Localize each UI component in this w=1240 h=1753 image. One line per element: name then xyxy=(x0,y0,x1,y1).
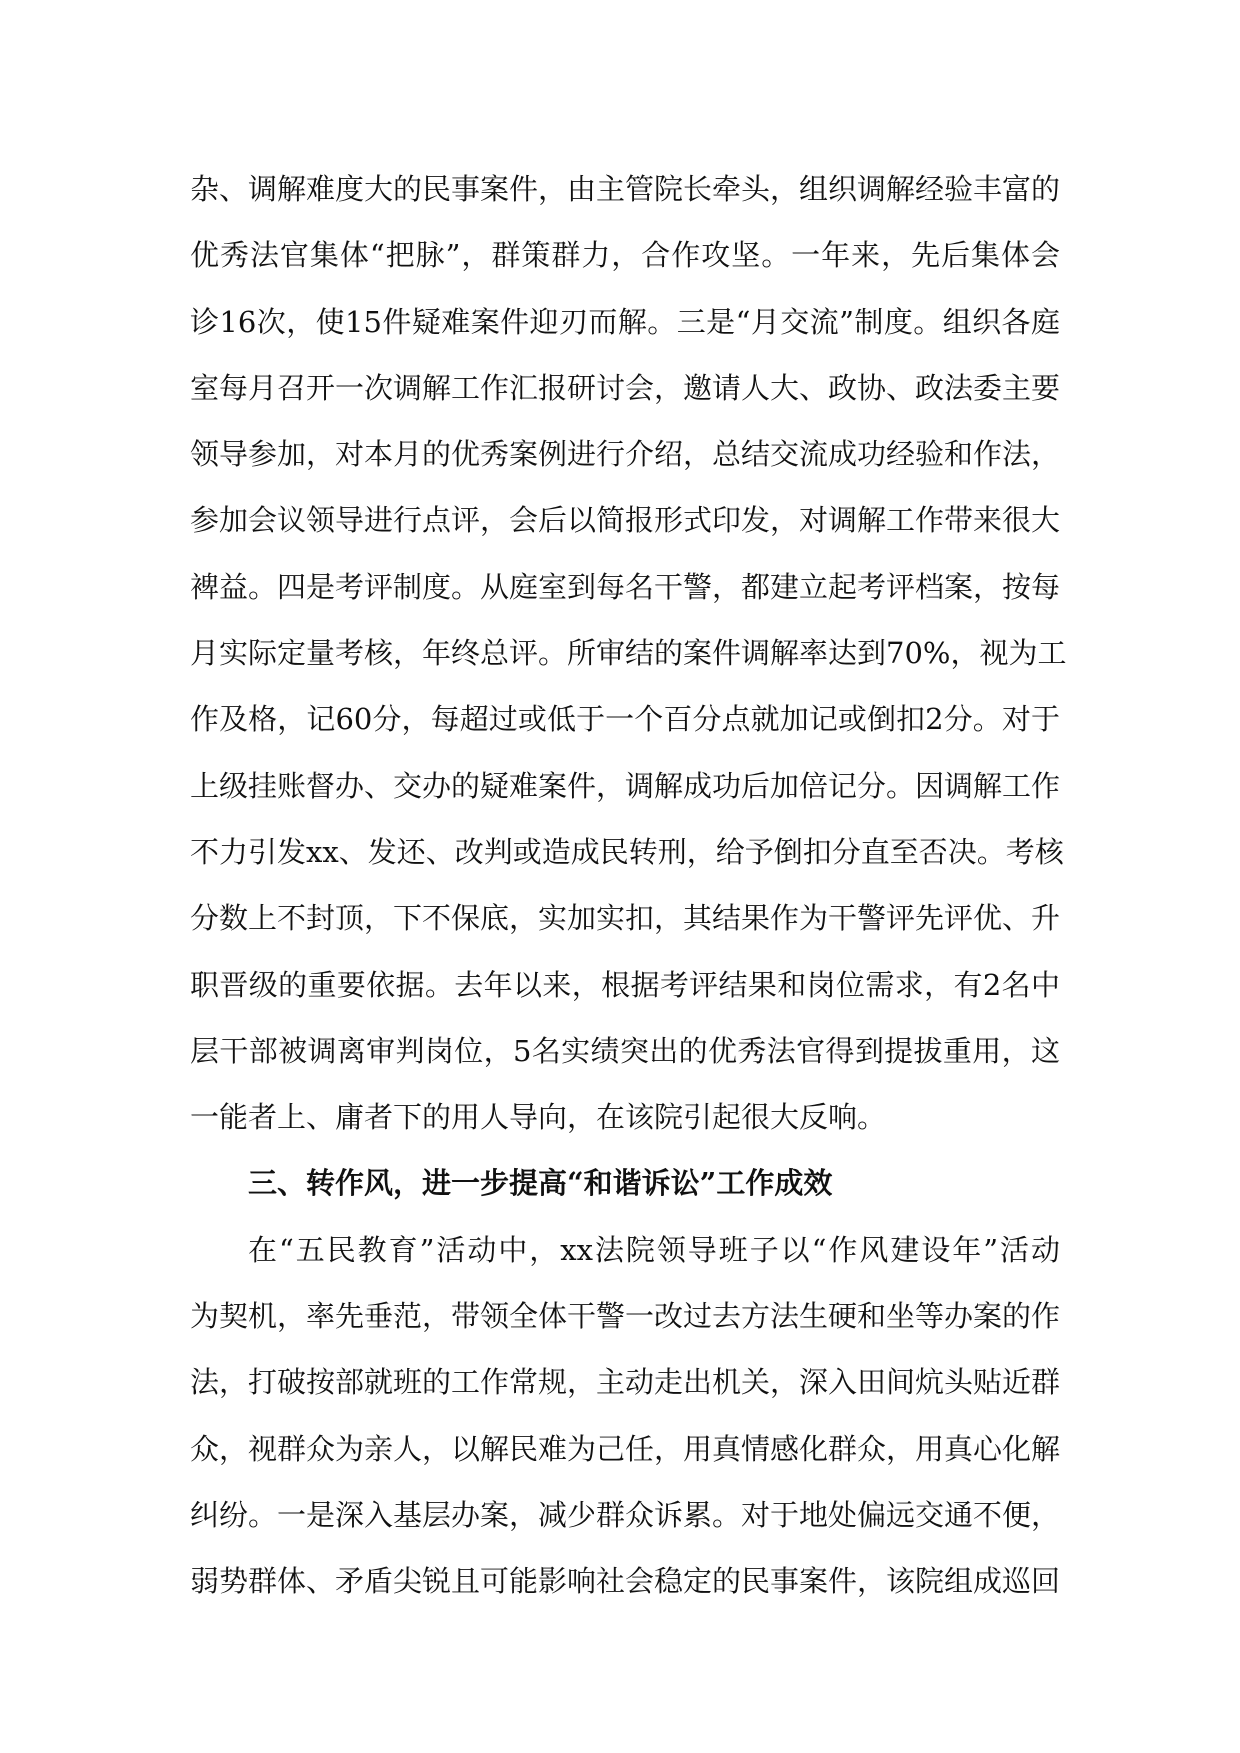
section-heading: 三、转作风，进一步提高“和谐诉讼”工作成效 xyxy=(248,1166,833,1201)
paragraph-line: 不力引发xx、发还、改判或造成民转刑，给予倒扣分直至否决。考核 xyxy=(190,834,1064,869)
paragraph-line: 职晋级的重要依据。去年以来，根据考评结果和岗位需求，有2名中 xyxy=(190,967,1060,1002)
paragraph-line: 室每月召开一次调解工作汇报研讨会，邀请人大、政协、政法委主要 xyxy=(190,370,1061,405)
paragraph-line: 诊16次，使15件疑难案件迎刃而解。三是“月交流”制度。组织各庭 xyxy=(190,304,1060,339)
paragraph-line: 纠纷。一是深入基层办案，减少群众诉累。对于地处偏远交通不便， xyxy=(190,1497,1061,1532)
paragraph-line: 作及格，记60分，每超过或低于一个百分点就加记或倒扣2分。对于 xyxy=(190,702,1060,737)
paragraph-line: 领导参加，对本月的优秀案例进行介绍，总结交流成功经验和作法， xyxy=(190,437,1061,472)
paragraph-line: 月实际定量考核，年终总评。所审结的案件调解率达到70%，视为工 xyxy=(190,636,1067,671)
body-text xyxy=(190,156,1067,1615)
paragraph-line: 层干部被调离审判岗位，5名实绩突出的优秀法官得到提拔重用，这 xyxy=(190,1033,1060,1068)
paragraph-line: 裨益。四是考评制度。从庭室到每名干警，都建立起考评档案，按每 xyxy=(190,569,1061,604)
paragraph-line: 法，打破按部就班的工作常规，主动走出机关，深入田间炕头贴近群 xyxy=(190,1365,1061,1400)
paragraph-line: 众，视群众为亲人，以解民难为己任，用真情感化群众，用真心化解 xyxy=(190,1431,1061,1466)
paragraph-line: 弱势群体、矛盾尖锐且可能影响社会稳定的民事案件，该院组成巡回 xyxy=(190,1564,1061,1599)
paragraph-line: 一能者上、庸者下的用人导向，在该院引起很大反响。 xyxy=(190,1100,887,1135)
paragraph-line: 在“五民教育”活动中，xx法院领导班子以“作风建设年”活动 xyxy=(248,1232,1060,1267)
paragraph-line: 参加会议领导进行点评，会后以简报形式印发，对调解工作带来很大 xyxy=(190,503,1061,538)
paragraph-line: 上级挂账督办、交办的疑难案件，调解成功后加倍记分。因调解工作 xyxy=(190,768,1061,803)
paragraph-line: 杂、调解难度大的民事案件，由主管院长牵头，组织调解经验丰富的 xyxy=(190,172,1061,206)
paragraph-line: 为契机，率先垂范，带领全体干警一改过去方法生硬和坐等办案的作 xyxy=(190,1299,1061,1334)
paragraph-line: 优秀法官集体“把脉”，群策群力，合作攻坚。一年来，先后集体会 xyxy=(190,238,1060,273)
paragraph-line: 分数上不封顶，下不保底，实加实扣，其结果作为干警评先评优、升 xyxy=(190,901,1061,936)
